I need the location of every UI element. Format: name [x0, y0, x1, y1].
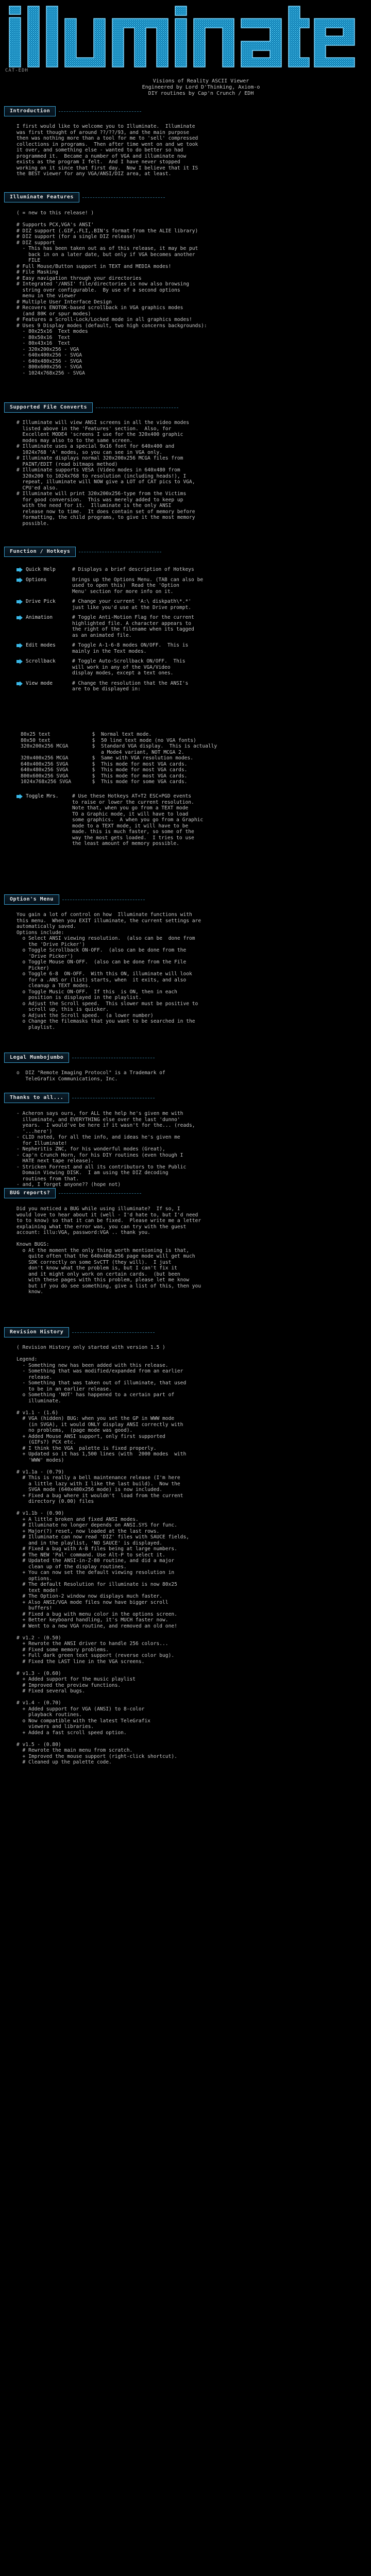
- section-divider: [59, 111, 141, 112]
- features-text: ( = new to this release! ) # Supports PCX,VGA's ANSI' # DIZ support (.GIF,.FLI,.BIN's format from the ALIE library) # DIZ support (for a single DIZ release) # DIZ support - This has been taken out as of this release, it may be put back in on a later date, but only if VGA becomes another FILE # Full Mouse/Button support in TEXT and MEDIA modes! # File Masking # Easy navigation through your directories # Integrated '/ANSI' file/directories is now also browsing string over configurable. By use of a second options menu in the viewer # Multiple User Interface Design # Recovers ENOTOK-based scrollback in VGA graphics modes (and 80K or spur modes) # Features a Scroll-Lock/Locked mode in all graphics modes! # Uses 9 Display modes (default, two high concerns backgrounds): - 80x25x16 Text modes - 80x50x16 Text - 80x43x16 Text - 320x200x256 - VGA - 640x400x256 - SVGA - 640x480x256 - SVGA - 800x600x256 - SVGA - 1024x768x256 - SVGA: [16, 210, 207, 376]
- hotkey-row: [16, 577, 357, 595]
- hotkey-row: [16, 658, 357, 676]
- hotkey-row: [16, 615, 357, 638]
- toggle-list: [16, 793, 357, 851]
- bug-text: Did you noticed a BUG while using illuminate? If so, I would love to hear about it (well - I'd hate to, but I'd need to to know) so that it can be fixed. Please write me a letter explaining what the error was, you can try with the guest account: illu:VGA, password:VGA .. thank you. Known BUGS: o At the moment the only thing worth mentioning is that, quite often that the 640x480x256 page mode will get much SDK correctly on some SvCTT (they will). I just don't know what the problem is, but I can't fix it and it might only work on certain cards. (but been with these pages with this problem, please let me know but if you do see something, give a list of this, then you know.: [16, 1206, 201, 1295]
- section-title: Legal Mumbojumbo: [4, 1053, 69, 1063]
- section-title: Thanks to all...: [4, 1093, 69, 1103]
- section-title: BUG reports?: [4, 1188, 56, 1198]
- legal-text: o DIZ "Remote Imaging Protocol" is a Trademark of TeleGrafix Communications, Inc.: [16, 1070, 165, 1082]
- hotkey-row: [16, 681, 357, 692]
- hotkey-list: [16, 567, 357, 697]
- revision-text: ( Revision History only started with version 1.5 ) Legend: - Something new has been added with this release. - Something that was modified/expanded from an earlier release. - Something that was taken out of illuminate, that used to be in an earlier release. o Something 'NOT' has happened to a certain part of illuminate. # v1.1 - (1.6) # VGA (hidden) BUG: when you set the GP in WWW mode (in SVGA), it would ONLY display ANSI correctly with no problems, (page mode was good). + Added Mouse ANSI support, only first supported (GIFs?) PCX etc. # I think the VGA palette is fixed properly. + Updated so it has 1,500 lines (with 2000 modes with 'WWW' modes) # v1.1a - (0.79) # This is really a bell maintenance release (I'm here a little lazy with I like the last build). Now the SVGA mode (640x480x256 mode) is now included. + Fixed a bug where it wouldn't load from the current directory (0.00) files # v1.1b - (0.90) + A little broken and fixed ANSI modes. # Illuminate no longer depends on ANSI.SYS for func. + Major(?) reset, now loaded at the last rows. # Illuminate can now read 'DIZ' files with SAUCE fields, and in the playlist, 'NO SAUCE' is displayed. # Fixed a bug with A-B files being at large numbers. # The NEW 'Pal' command. Use Alt-P to select it. # Updated the ANSI-in-Z-80 routine, and did a major clean up of the display routines. + You can now set the default viewing resolution in options. # The default Resolution for illuminate is now 80x25 text mode! # The Option-2 window now displays much faster. + Also ANSI/VGA mode files now have bigger scroll buffers! # Fixed a bug with menu color in the options screen. + Better keyboard handling, it's MUCH faster now. # Went to a new VGA routine, and removed an old one! # v1.2 - (0.50) + Rewrote the ANSI driver to handle 256 colors... # Fixed some memory problems. + Full dark green text support (reverse color bug). # Fixed the LAST line in the VGA screens. # v1.3 - (0.60) + Added support for the music playlist # Improved the preview functions. # Fixed several bugs. # v1.4 - (0.70) + Added support for VGA (ANSI) to 8-color playback routines. o Now compatible with the latest TeleGrafix viewers and libraries. + Added a fast scroll speed option. # v1.5 - (0.80) # Rewrote the main menu from scratch. + Improved the mouse support (right-click shortcut). # Cleaned up the palette code.: [16, 1345, 190, 1765]
- section-divider: [72, 1332, 155, 1333]
- resolution-modes-text: 80x25 text $ Normal text mode. 80x50 text $ 50 line text mode (no VGA fonts) 320x200x256 MCGA $ Standard VGA display. This is actually a Mode4 variant, NOT MCGA 2. 320x400x256 MCGA $ Same with VGA resolution modes. 640x400x256 SVGA $ This mode for most VGA cards. 640x480x256 SVGA $ This mode for most VGA cards. 800x600x256 SVGA $ This mode for most VGA cards. 1024x768x256 SVGA $ This mode for some VGA cards.: [21, 732, 217, 785]
- arrow-icon: [16, 659, 23, 664]
- arrow-icon: [16, 567, 23, 572]
- section-title: Illuminate Features: [4, 192, 79, 202]
- hotkey-desc: # Toggle A-1-6-8 modes ON/OFF. This is mainly in the Text modes.: [72, 642, 189, 654]
- arrow-icon: [16, 794, 23, 799]
- section-title: Revision History: [4, 1327, 69, 1337]
- tagline: Visions of Reality ASCII Viewer Engineered by Lord D'Thinking, Axiom-o DIY routines by Cap'n Crunch / EDH: [142, 78, 260, 96]
- section-functions: [4, 546, 161, 557]
- introduction-text: I first would like to welcome you to Illuminate. Illuminate was first thought of around ??/??/93, and the main purpose then was nothing more than a tool for me to 'sell' compressed collections in programs. Then after time went on and we took it over, and something else - wanted to do better so had programmed it. Became a number of VGA and illuminate now exists as the program I felt. And I have never stopped working on it since that first day. Now I believe that it IS the BEST viewer for any VGA/ANSI/DIZ area, at least.: [16, 124, 198, 177]
- section-revision-history: [4, 1327, 155, 1338]
- section-features: [4, 192, 165, 203]
- section-converts: [4, 402, 178, 413]
- logo-graphic: [2, 3, 369, 75]
- hotkey-row: [16, 642, 357, 654]
- arrow-icon: [16, 578, 23, 583]
- hotkey-name: Edit modes: [26, 642, 56, 648]
- hotkey-desc: Brings up the Options Menu. (TAB can also be used to open this) Read the 'Option Menu' section for more info on it.: [72, 577, 204, 595]
- hotkey-name: View mode: [26, 680, 53, 686]
- hotkey-name: Toggle Mrs.: [26, 793, 59, 799]
- options-text: You gain a lot of control on how Illuminate functions with this menu. When you EXIT illuminate, the current settings are automatically saved. Options include: o Select ANSI viewing resolution. (also can be done from the 'Drive Picker') o Toggle Scrollback ON-OFF. (also can be done from the 'Drive Picker') o Toggle Mouse ON-OFF. (also can be done from the File Picker) o Toggle 6-8 ON-OFF. With this ON, illuminate will look for a .ANS or (list) starts, when it exits, and also cleanup a TEXT modes. o Toggle Music ON-OFF. If this is ON, then in each position is displayed in the playlist. o Adjust the Scroll speed. This slower must be positive to scroll up, this is quicker. o Adjust the Scroll speed. (a lower number) o Change the filemasks that you want to be searched in the playlist.: [16, 912, 201, 1030]
- section-divider: [82, 197, 165, 198]
- hotkey-name: Drive Pick: [26, 599, 56, 604]
- hotkey-row: [16, 567, 357, 573]
- arrow-icon: [16, 615, 23, 620]
- section-options: [4, 894, 145, 905]
- hotkey-name: Animation: [26, 615, 53, 620]
- arrow-icon: [16, 681, 23, 686]
- hotkey-desc: # Use these Hotkeys AT+T2 ESC+PGD events to raise or lower the current resolution. Note that, when you go from a TEXT mode TO a Graphic mode, it will have to load some graphics. A when you go from a Graphic mode to a TEXT mode, it will have to be made. this is much faster, so some of the way the most gets loaded. I tries to use the least amount of memory possible.: [72, 793, 204, 846]
- section-title: Introduction: [4, 106, 56, 116]
- hotkey-desc: # Toggle Anti-Motion Flag for the current highlighted file. A character appears to the right of the filename when its tagged as an animated file.: [72, 615, 194, 638]
- arrow-icon: [16, 643, 23, 648]
- section-introduction: [4, 106, 141, 117]
- section-title: Option's Menu: [4, 894, 59, 905]
- arrow-icon: [16, 599, 23, 604]
- hotkey-name: Options: [26, 577, 47, 583]
- hotkey-desc: # Toggle Auto-Scrollback ON/OFF. This will work in any of the VGA/Video display modes, except a text ones.: [72, 658, 185, 676]
- logo-banner: [2, 3, 369, 75]
- thanks-text: - Acheron says ours, for ALL the help he's given me with illuminate, and EVERYTHING else over the last 'dunno' years. I would've be here if it wasn't for the... (reads, '...here') - CLID noted, for all the info, and ideas he's given me for Illuminate! - Nepheritis ZNC, for his wonderful modes (Great), - Cap'n Crunch Horn, for his DIY routines (even though I HATE next tape release). - Stricken Forrest and all its contributors to the Public Domain Viewing DISK. I am using the DIZ decoding routines from that. - and, I forget anyone?? (hope not): [16, 1111, 195, 1188]
- section-legal: [4, 1052, 155, 1063]
- logo-small-text: CAT-EDH: [5, 68, 28, 73]
- hotkey-desc: # Change the resolution that the ANSI's are to be displayed in:: [72, 680, 189, 692]
- hotkey-row: [16, 793, 357, 847]
- section-divider: [59, 1193, 141, 1194]
- section-thanks: [4, 1092, 155, 1104]
- section-bug-reports: [4, 1188, 141, 1199]
- hotkey-name: Scrollback: [26, 658, 56, 664]
- hotkey-row: [16, 599, 357, 611]
- hotkey-name: Quick Help: [26, 567, 56, 572]
- section-title: Function / Hotkeys: [4, 547, 76, 557]
- section-title: Supported File Converts: [4, 402, 93, 413]
- converts-text: # Illuminate will view ANSI screens in all the video modes listed above in the 'Features' section. Also, for Excellent MODE4 'screens I use for the 320x400 graphic modes may also to to the same screen. # Illuminate uses a special 9x16 font for 640x400 and 1024x768 'A' modes, so you can see in VGA only. # Illuminate displays normal 320x200x256 MCGA files from PAINT/EDIT (read bitmaps method) # Illuminate supports VESA (Video modes in 640x480 from 320x200 to 1024x768 to resolution (including heads!), I repeat, illuminate will NOW give a LOT of CAT pics to VGA, CPU'ed also. # Illuminate will print 320x200x256-type from the Victims for good conversion. This was merely added to keep up with the need for it. Illuminate is the only ANSI release now to time. It does contain set of memory before formatting, the child programs, to give it the most memory possible.: [16, 420, 195, 527]
- hotkey-desc: # Change your current 'A:\ diskpath\*.*' just like you'd use at the Drive prompt.: [72, 599, 192, 611]
- hotkey-desc: # Displays a brief description of Hotkeys: [72, 567, 194, 572]
